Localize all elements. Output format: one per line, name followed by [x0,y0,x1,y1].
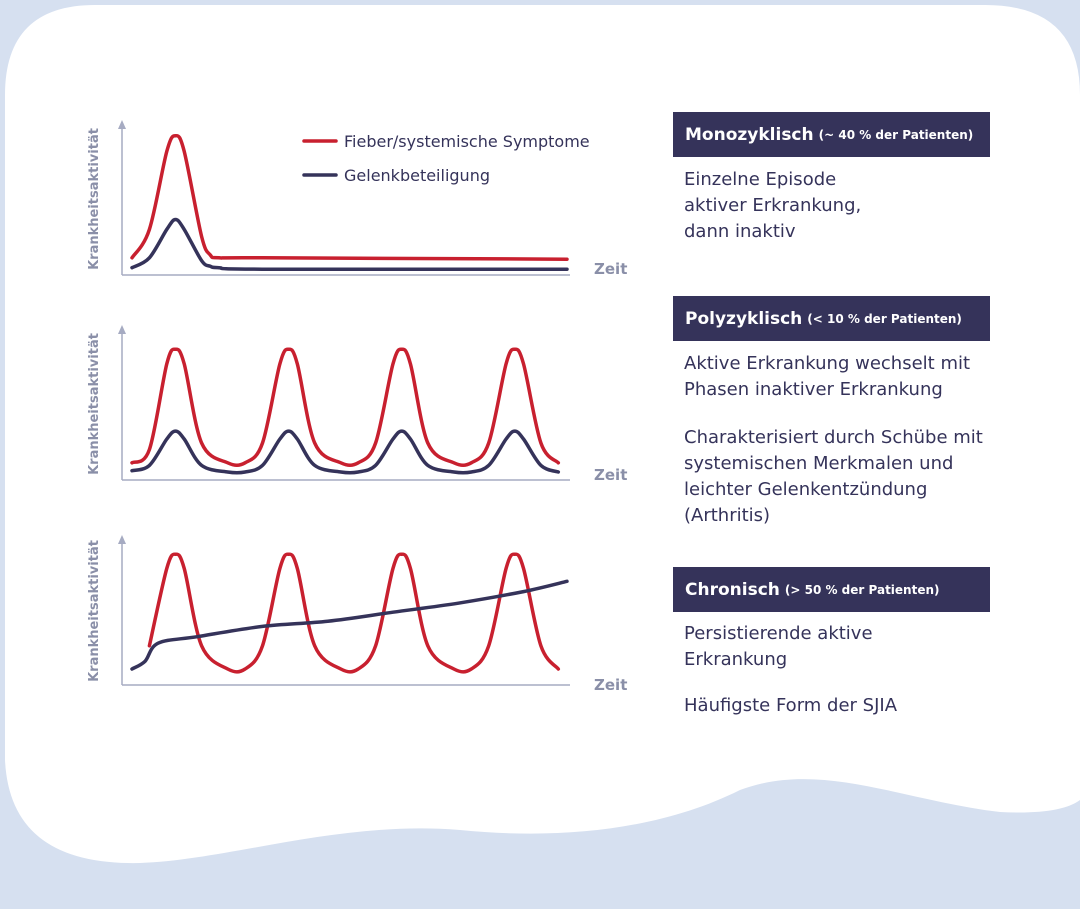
fever-line [132,349,558,465]
y-axis-label: Krankheitsaktivität [87,128,102,270]
description-chronisch-2: Häufigste Form der SJIA [684,695,898,716]
fever-line [149,554,558,672]
y-axis-arrow [118,325,126,334]
description-polyzyklisch-2: Charakterisiert durch Schübe mit systemischen Merkmalen und leichter Gelenkentzündung (Arthritis) [684,427,983,526]
legend [304,132,590,185]
pattern-share-note: (~ 40 % der Patienten) [818,127,974,142]
pattern-share-note: (> 50 % der Patienten) [784,582,940,597]
pattern-share-note: (< 10 % der Patienten) [807,311,962,326]
legend-joint-label: Gelenkbeteiligung [344,166,490,185]
chart-chronisch [87,535,627,694]
legend-fever-label: Fieber/systemische Symptome [344,132,590,151]
pattern-title: Polyzyklisch [685,308,803,329]
y-axis-label: Krankheitsaktivität [87,540,102,682]
joint-line [132,431,558,473]
header-monozyklisch [673,112,990,157]
header-polyzyklisch [673,296,990,341]
description-polyzyklisch-1: Aktive Erkrankung wechselt mit Phasen inaktiver Erkrankung [684,353,971,400]
y-axis-arrow [118,535,126,544]
x-axis-label: Zeit [594,466,628,484]
chart-polyzyklisch [87,325,627,484]
y-axis-arrow [118,120,126,129]
pattern-title: Chronisch [685,579,780,600]
pattern-title: Monozyklisch [685,124,814,145]
joint-line [132,220,567,270]
x-axis-label: Zeit [594,676,628,694]
description-monozyklisch: Einzelne Episode aktiver Erkrankung, dann inaktiv [684,169,862,242]
description-chronisch-1: Persistierende aktive Erkrankung [684,623,873,670]
header-chronisch [673,567,990,612]
fever-line [132,136,567,260]
y-axis-label: Krankheitsaktivität [87,333,102,475]
x-axis-label: Zeit [594,260,628,278]
chart-monozyklisch [87,120,627,278]
